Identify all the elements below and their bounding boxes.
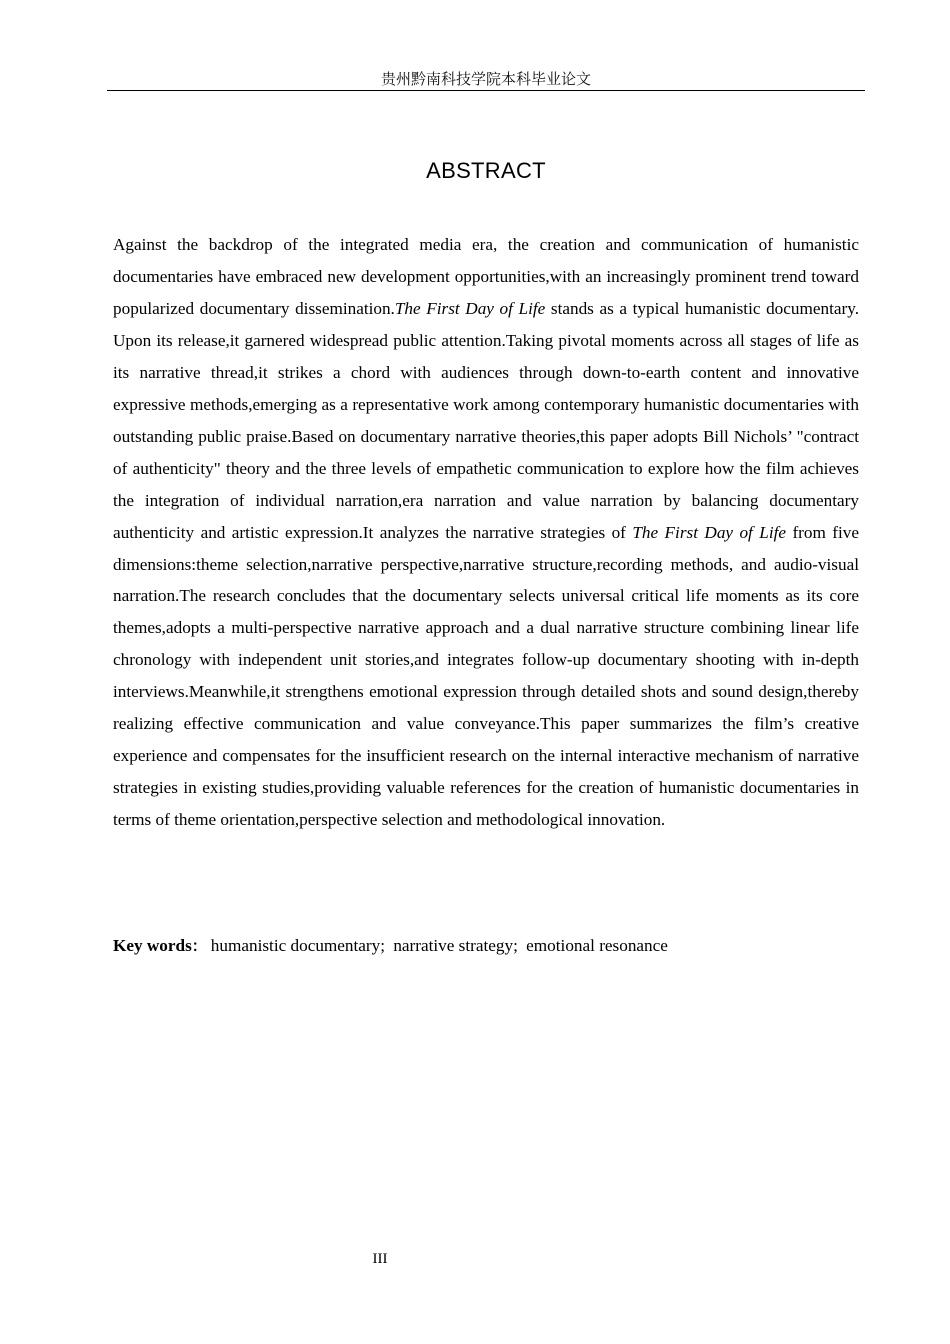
abstract-text-part-2: stands as a typical humanistic documentary. Upon its release,it garnered widespread public attention.Taking pivotal moments across all stages of life as its narrative thread,it strikes a chord with audiences through down-to-earth content and innovative expressive methods,emerging as a representative work among contemporary humanistic documentaries with outstanding public praise.Based on documentary narrative theories,this paper adopts Bill Nichols’ "contract of authenticity" theory and the three levels of empathetic communication to explore how the film achieves the integration of individual narration,era narration and value narration by balancing documentary authenticity and artistic expression.It analyzes the narrative strategies of bbox=[113, 298, 859, 542]
abstract-body bbox=[113, 229, 859, 836]
keyword-item: humanistic documentary; bbox=[210, 936, 386, 955]
keywords-colon: ： bbox=[191, 937, 207, 955]
film-title-italic-1: The First Day of Life bbox=[394, 298, 546, 318]
keyword-item: emotional resonance bbox=[526, 936, 668, 955]
keywords-line bbox=[113, 930, 859, 963]
abstract-text-part-3: from five dimensions:theme selection,narrative perspective,narrative structure,recording methods, and audio-visual narration.The research concludes that the documentary selects universal critical life moments as its core themes,adopts a multi-perspective narrative approach and a dual narrative structure combining linear life chronology with independent unit stories,and integrates follow-up documentary shooting with in-depth interviews.Meanwhile,it strengthens emotional expression through detailed shots and sound design,thereby realizing effective communication and value conveyance.This paper summarizes the film’s creative experience and compensates for the insufficient research on the internal interactive mechanism of narrative strategies in existing studies,providing valuable references for the creation of humanistic documentaries in terms of theme orientation,perspective selection and methodological innovation. bbox=[113, 522, 860, 830]
keyword-item: narrative strategy; bbox=[393, 936, 518, 955]
film-title-italic-2: The First Day of Life bbox=[632, 522, 787, 542]
abstract-text-part-1: Against the backdrop of the integrated media era, the creation and communication of humanistic documentaries have embraced new development opportunities,with an increasingly prominent trend toward popularized documentary dissemination. bbox=[113, 235, 859, 318]
page-number: III bbox=[372, 1251, 388, 1267]
abstract-title: ABSTRACT bbox=[426, 158, 546, 183]
header-title: 贵州黔南科技学院本科毕业论文 bbox=[380, 70, 591, 88]
page-header bbox=[107, 68, 865, 91]
keywords-label: Key words bbox=[113, 936, 192, 955]
